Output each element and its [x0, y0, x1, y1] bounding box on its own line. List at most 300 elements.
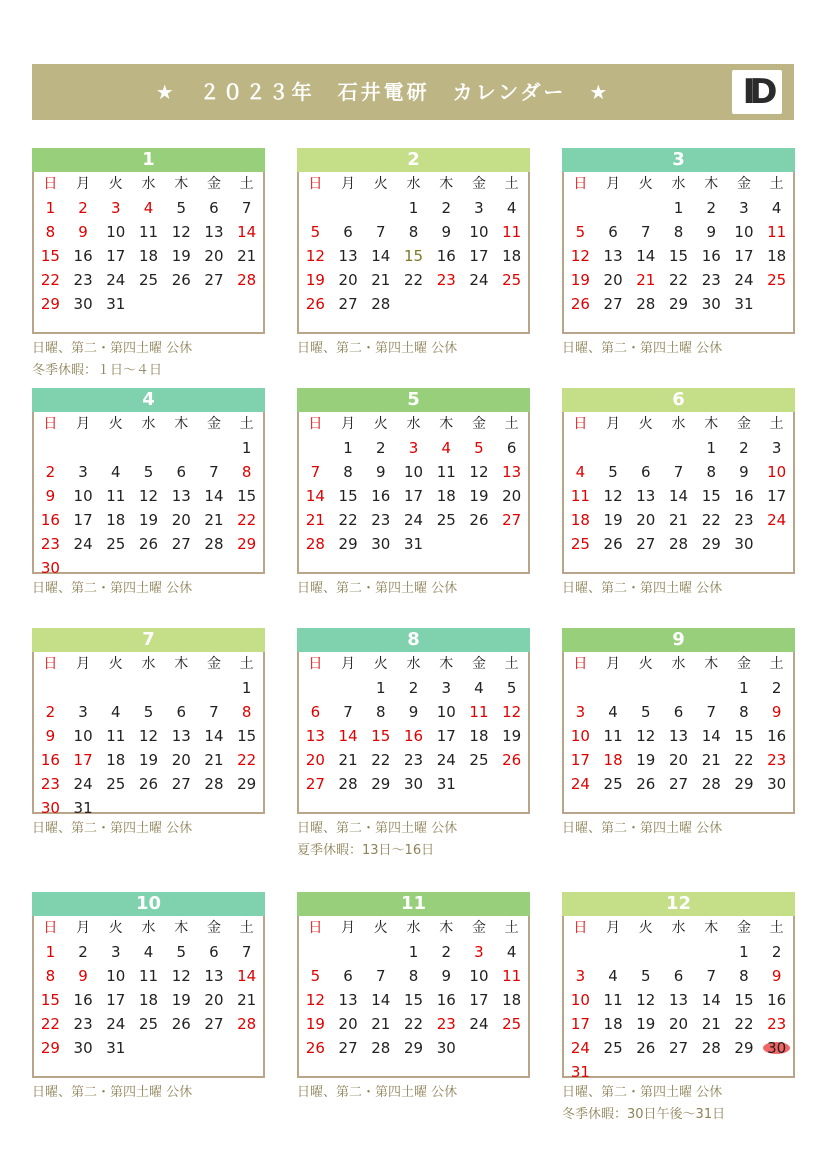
day-cell	[629, 724, 662, 748]
weekday-label: 月	[76, 416, 91, 432]
empty-cell	[230, 796, 263, 820]
day-cell	[662, 724, 695, 748]
empty-cell	[629, 940, 662, 964]
week-row	[34, 772, 263, 796]
day-number: 13	[171, 487, 191, 505]
day-cell	[597, 484, 630, 508]
day-cell	[564, 988, 597, 1012]
day-number: 19	[171, 991, 191, 1009]
week-row	[299, 508, 528, 532]
empty-cell	[198, 676, 231, 700]
day-cell	[332, 532, 365, 556]
day-number: 7	[241, 943, 252, 961]
empty-cell	[67, 676, 100, 700]
company-logo	[732, 70, 782, 114]
month-notes	[32, 1082, 265, 1104]
empty-cell	[165, 436, 198, 460]
day-number: 30	[734, 535, 754, 553]
month-box	[562, 388, 795, 574]
weekday-label: 土	[239, 656, 254, 672]
day-number: 26	[138, 535, 159, 553]
empty-cell	[430, 292, 463, 316]
day-number: 20	[204, 991, 224, 1009]
day-number: 11	[502, 967, 522, 985]
day-cell	[165, 1012, 198, 1036]
day-cell	[662, 748, 695, 772]
weekday-label: 月	[341, 176, 356, 192]
weekday-label: 木	[704, 920, 719, 936]
week-row	[564, 196, 793, 220]
day-cell	[34, 1012, 67, 1036]
day-number: 17	[106, 247, 126, 265]
day-cell	[463, 268, 496, 292]
day-number: 20	[171, 511, 191, 529]
day-number: 21	[371, 1015, 391, 1033]
week-row	[564, 772, 793, 796]
day-cell	[99, 220, 132, 244]
weekday-label: 土	[239, 176, 254, 192]
day-number: 5	[641, 967, 651, 985]
day-number: 12	[138, 487, 159, 505]
day-cell	[495, 484, 528, 508]
day-cell	[695, 292, 728, 316]
month-box	[562, 892, 795, 1081]
day-cell	[67, 508, 100, 532]
day-number: 23	[734, 511, 754, 529]
weekday-label: 土	[239, 920, 254, 936]
empty-cell	[332, 196, 365, 220]
day-cell	[760, 1036, 793, 1060]
day-number: 28	[701, 775, 721, 793]
day-cell	[495, 268, 528, 292]
weekday-label: 木	[174, 176, 189, 192]
day-cell	[332, 460, 365, 484]
empty-cell	[165, 1036, 198, 1060]
day-cell	[397, 724, 430, 748]
day-number: 13	[204, 223, 224, 241]
day-cell	[564, 244, 597, 268]
month-12	[562, 892, 795, 1126]
day-cell	[230, 748, 263, 772]
day-number: 2	[45, 463, 56, 481]
week-row	[34, 508, 263, 532]
month-note: 日曜、第二・第四土曜 公休	[32, 1085, 193, 1100]
day-cell	[662, 292, 695, 316]
day-cell	[760, 772, 793, 796]
day-cell	[364, 484, 397, 508]
day-cell	[198, 532, 231, 556]
day-number: 15	[403, 247, 424, 265]
day-number: 28	[701, 1039, 721, 1057]
weekday-label: 日	[573, 416, 588, 432]
empty-cell	[629, 436, 662, 460]
day-number: 16	[73, 247, 93, 265]
week-row	[564, 748, 793, 772]
day-number: 7	[241, 199, 252, 217]
day-cell	[332, 964, 365, 988]
day-number: 31	[403, 535, 424, 553]
weekday-label: 日	[43, 656, 58, 672]
day-number: 8	[376, 703, 386, 721]
weekday-row	[564, 916, 793, 940]
week-row	[34, 436, 263, 460]
day-cell	[760, 988, 793, 1012]
day-number: 2	[771, 943, 782, 961]
day-cell	[67, 244, 100, 268]
day-cell	[364, 220, 397, 244]
day-cell	[364, 508, 397, 532]
day-cell	[564, 772, 597, 796]
weekday-label: 金	[206, 656, 221, 672]
week-row	[34, 532, 263, 556]
day-cell	[397, 1012, 430, 1036]
day-number: 12	[636, 991, 656, 1009]
day-number: 8	[739, 703, 749, 721]
day-cell	[662, 532, 695, 556]
day-cell	[495, 988, 528, 1012]
day-number: 30	[767, 1039, 787, 1057]
weekday-label: 金	[471, 656, 486, 672]
day-cell	[165, 724, 198, 748]
day-cell	[198, 484, 231, 508]
week-row	[564, 508, 793, 532]
month-7	[32, 628, 265, 840]
day-cell	[230, 772, 263, 796]
month-box	[32, 892, 265, 1078]
day-number: 9	[771, 703, 782, 721]
day-number: 29	[403, 1039, 424, 1057]
week-row	[299, 676, 528, 700]
day-number: 26	[469, 511, 489, 529]
day-cell	[495, 508, 528, 532]
day-cell	[397, 508, 430, 532]
day-number: 16	[371, 487, 391, 505]
week-row	[34, 964, 263, 988]
day-number: 17	[469, 991, 489, 1009]
day-number: 21	[338, 751, 358, 769]
day-cell	[629, 964, 662, 988]
day-number: 14	[338, 727, 358, 745]
empty-cell	[198, 1036, 231, 1060]
week-row	[564, 292, 793, 316]
month-header: 5	[297, 388, 530, 412]
day-cell	[430, 484, 463, 508]
day-number: 7	[706, 703, 716, 721]
day-number: 3	[78, 463, 88, 481]
day-number: 18	[767, 247, 787, 265]
day-cell	[34, 940, 67, 964]
day-number: 6	[310, 703, 321, 721]
day-cell	[198, 724, 231, 748]
empty-cell	[364, 940, 397, 964]
day-number: 8	[706, 463, 716, 481]
day-number: 25	[570, 535, 590, 553]
day-cell	[364, 964, 397, 988]
day-number: 17	[73, 511, 93, 529]
day-cell	[198, 196, 231, 220]
day-cell	[564, 748, 597, 772]
day-number: 27	[338, 295, 358, 313]
day-cell	[364, 772, 397, 796]
weekday-label: 木	[439, 656, 454, 672]
week-row	[564, 268, 793, 292]
day-number: 25	[502, 271, 522, 289]
day-number: 2	[441, 943, 451, 961]
day-cell	[397, 772, 430, 796]
day-cell	[397, 748, 430, 772]
empty-cell	[662, 676, 695, 700]
day-cell	[695, 508, 728, 532]
day-number: 16	[767, 991, 787, 1009]
day-cell	[662, 988, 695, 1012]
day-cell	[597, 292, 630, 316]
month-notes	[297, 818, 530, 862]
day-cell	[198, 508, 231, 532]
day-cell	[230, 508, 263, 532]
day-cell	[230, 268, 263, 292]
day-cell	[695, 244, 728, 268]
month-10	[32, 892, 265, 1104]
day-cell	[662, 484, 695, 508]
day-cell	[67, 796, 100, 820]
day-cell	[430, 1036, 463, 1060]
day-cell	[760, 460, 793, 484]
day-number: 1	[739, 679, 749, 697]
day-number: 15	[734, 991, 754, 1009]
week-row	[34, 484, 263, 508]
month-note: 日曜、第二・第四土曜 公休	[562, 581, 723, 596]
empty-cell	[165, 292, 198, 316]
day-cell	[299, 532, 332, 556]
day-number: 3	[111, 943, 121, 961]
week-row	[299, 244, 528, 268]
day-number: 22	[403, 271, 424, 289]
day-number: 27	[668, 775, 689, 793]
day-number: 9	[441, 967, 451, 985]
empty-cell	[397, 292, 430, 316]
week-row	[34, 196, 263, 220]
day-cell	[230, 532, 263, 556]
weekday-label: 日	[43, 416, 58, 432]
month-box	[297, 628, 530, 814]
day-number: 24	[106, 1015, 126, 1033]
month-notes	[32, 578, 265, 600]
day-number: 16	[436, 991, 456, 1009]
day-number: 10	[570, 727, 590, 745]
empty-cell	[629, 676, 662, 700]
week-row	[564, 724, 793, 748]
day-cell	[728, 772, 761, 796]
day-number: 11	[469, 703, 489, 721]
weekday-label: 日	[573, 176, 588, 192]
day-number: 12	[305, 247, 325, 265]
empty-cell	[629, 196, 662, 220]
day-cell	[662, 268, 695, 292]
day-cell	[34, 196, 67, 220]
day-cell	[629, 1012, 662, 1036]
weekday-label: 火	[108, 416, 123, 432]
logo-lettering: ID	[742, 72, 772, 112]
empty-cell	[165, 676, 198, 700]
day-number: 16	[436, 247, 456, 265]
day-number: 28	[338, 775, 358, 793]
week-row	[299, 292, 528, 316]
empty-cell	[132, 796, 165, 820]
day-cell	[629, 700, 662, 724]
day-number: 17	[734, 247, 754, 265]
day-number: 14	[371, 991, 391, 1009]
weekday-label: 水	[406, 656, 421, 672]
day-cell	[629, 748, 662, 772]
day-number: 4	[771, 199, 782, 217]
day-number: 11	[570, 487, 590, 505]
weekday-label: 金	[736, 416, 751, 432]
day-cell	[430, 220, 463, 244]
day-number: 7	[376, 967, 386, 985]
day-number: 1	[376, 679, 386, 697]
day-cell	[495, 964, 528, 988]
day-number: 16	[734, 487, 754, 505]
day-cell	[132, 532, 165, 556]
day-cell	[99, 460, 132, 484]
day-cell	[99, 964, 132, 988]
day-number: 10	[106, 223, 126, 241]
month-note: 日曜、第二・第四土曜 公休	[32, 341, 193, 356]
day-number: 4	[506, 199, 517, 217]
empty-cell	[564, 676, 597, 700]
day-cell	[67, 964, 100, 988]
month-note: 日曜、第二・第四土曜 公休	[32, 581, 193, 596]
day-number: 13	[305, 727, 325, 745]
day-number: 22	[403, 1015, 424, 1033]
day-cell	[760, 436, 793, 460]
day-cell	[564, 508, 597, 532]
day-number: 11	[138, 223, 159, 241]
day-cell	[165, 220, 198, 244]
day-cell	[597, 748, 630, 772]
weekday-label: 金	[471, 176, 486, 192]
day-number: 3	[474, 199, 484, 217]
day-cell	[760, 964, 793, 988]
day-cell	[728, 964, 761, 988]
day-cell	[564, 484, 597, 508]
day-cell	[629, 772, 662, 796]
day-cell	[132, 220, 165, 244]
month-box	[32, 148, 265, 334]
day-cell	[230, 244, 263, 268]
day-number: 23	[73, 271, 93, 289]
weekday-row	[34, 172, 263, 196]
day-number: 5	[608, 463, 618, 481]
day-number: 8	[45, 223, 56, 241]
empty-cell	[198, 556, 231, 580]
day-number: 7	[209, 463, 219, 481]
day-number: 28	[204, 775, 224, 793]
day-number: 30	[40, 799, 60, 817]
week-row	[564, 676, 793, 700]
day-number: 12	[305, 991, 325, 1009]
day-cell	[299, 244, 332, 268]
day-number: 1	[45, 943, 56, 961]
day-cell	[397, 436, 430, 460]
day-number: 9	[78, 223, 88, 241]
day-cell	[34, 532, 67, 556]
day-number: 15	[338, 487, 358, 505]
month-notes	[562, 1082, 795, 1126]
day-number: 21	[305, 511, 325, 529]
weekday-row	[34, 652, 263, 676]
month-box	[297, 148, 530, 334]
day-cell	[662, 196, 695, 220]
day-cell	[397, 964, 430, 988]
weekday-label: 日	[308, 176, 323, 192]
day-number: 22	[734, 1015, 754, 1033]
day-cell	[34, 484, 67, 508]
weekday-label: 月	[341, 656, 356, 672]
day-number: 26	[138, 775, 159, 793]
day-cell	[397, 196, 430, 220]
day-number: 10	[106, 967, 126, 985]
day-cell	[564, 220, 597, 244]
day-cell	[662, 1036, 695, 1060]
month-9	[562, 628, 795, 840]
day-number: 21	[237, 991, 257, 1009]
day-cell	[34, 268, 67, 292]
day-cell	[463, 748, 496, 772]
day-cell	[564, 460, 597, 484]
day-cell	[198, 220, 231, 244]
weekday-label: 火	[373, 416, 388, 432]
day-number: 1	[45, 199, 56, 217]
weekday-label: 火	[638, 416, 653, 432]
empty-cell	[430, 532, 463, 556]
empty-cell	[132, 676, 165, 700]
day-cell	[230, 1012, 263, 1036]
weekday-label: 水	[406, 416, 421, 432]
week-row	[34, 292, 263, 316]
day-number: 8	[408, 967, 419, 985]
day-cell	[364, 1036, 397, 1060]
day-number: 21	[237, 247, 257, 265]
day-cell	[132, 508, 165, 532]
day-number: 23	[371, 511, 391, 529]
empty-cell	[132, 1036, 165, 1060]
week-row	[34, 748, 263, 772]
day-cell	[34, 1036, 67, 1060]
day-number: 20	[502, 487, 522, 505]
day-cell	[364, 292, 397, 316]
day-cell	[495, 1012, 528, 1036]
month-notes	[297, 1082, 530, 1104]
weekday-label: 木	[704, 176, 719, 192]
weekday-label: 月	[76, 656, 91, 672]
day-number: 24	[73, 535, 93, 553]
day-number: 17	[436, 727, 456, 745]
day-cell	[132, 244, 165, 268]
day-number: 5	[176, 943, 186, 961]
day-number: 24	[106, 271, 126, 289]
day-number: 4	[441, 439, 451, 457]
day-number: 9	[706, 223, 716, 241]
day-number: 3	[408, 439, 419, 457]
week-row	[34, 700, 263, 724]
weekday-label: 月	[76, 920, 91, 936]
week-row	[564, 964, 793, 988]
day-number: 3	[111, 199, 121, 217]
empty-cell	[760, 532, 793, 556]
day-cell	[299, 460, 332, 484]
week-row	[564, 940, 793, 964]
